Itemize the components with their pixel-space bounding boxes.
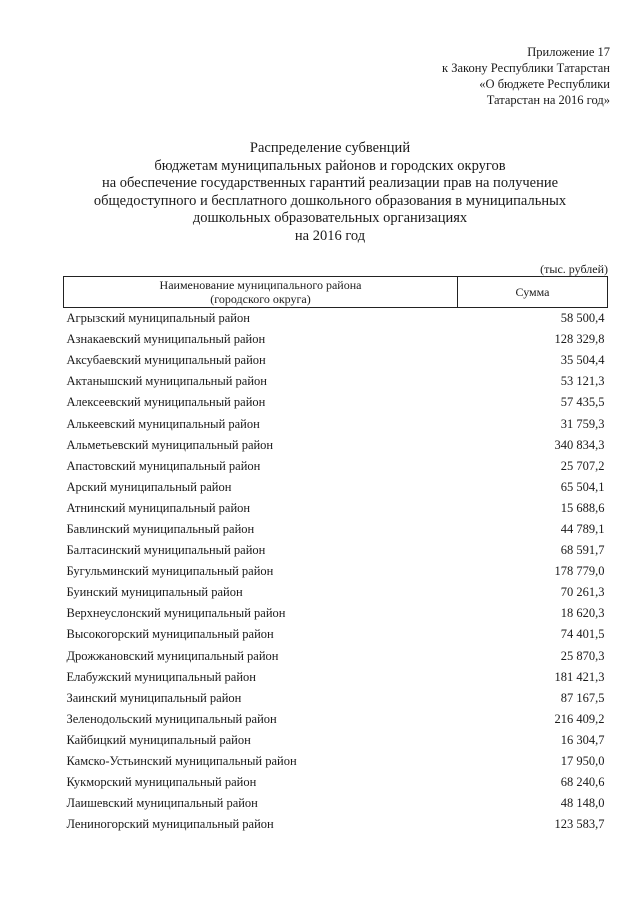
amount-cell: 17 950,0	[560, 754, 605, 769]
district-name-cell: Аксубаевский муниципальный район	[66, 353, 266, 368]
amount-cell: 340 834,3	[554, 437, 605, 452]
district-name-cell: Арский муниципальный район	[66, 479, 232, 494]
amount-cell: 44 789,1	[560, 521, 605, 536]
title-line: дошкольных образовательных организациях	[192, 210, 468, 226]
district-name-cell: Буинский муниципальный район	[66, 585, 243, 600]
amount-cell: 25 870,3	[560, 648, 605, 663]
table-row	[64, 582, 608, 603]
header-sum-cell: Сумма	[458, 277, 608, 308]
amount-cell: 48 148,0	[560, 796, 605, 811]
amount-cell: 16 304,7	[560, 732, 605, 747]
amount-cell: 35 504,4	[560, 353, 605, 368]
table-row	[64, 477, 608, 498]
table-row	[64, 772, 608, 793]
amount-cell: 178 779,0	[554, 564, 605, 579]
district-name-cell: Кайбицкий муниципальный район	[66, 732, 251, 747]
district-name-cell: Дрожжановский муниципальный район	[66, 648, 279, 663]
district-name-cell: Бугульминский муниципальный район	[66, 564, 274, 579]
district-name-cell: Альметьевский муниципальный район	[66, 437, 274, 452]
title-line: Распределение субвенций	[249, 140, 411, 156]
appendix-block	[442, 44, 610, 108]
table-row	[64, 688, 608, 709]
table-row	[64, 814, 608, 835]
amount-cell: 181 421,3	[554, 669, 605, 684]
district-name-cell: Азнакаевский муниципальный район	[66, 332, 266, 347]
district-name-cell: Верхнеуслонский муниципальный район	[66, 606, 286, 621]
district-name-cell: Заинский муниципальный район	[66, 690, 242, 705]
table-row	[64, 624, 608, 645]
table-row	[64, 435, 608, 456]
table-row	[64, 540, 608, 561]
table-row	[64, 456, 608, 477]
amount-cell: 53 121,3	[560, 374, 605, 389]
district-name-cell: Алькеевский муниципальный район	[66, 416, 260, 431]
amount-cell: 15 688,6	[560, 500, 605, 515]
units-label: (тыс. рублей)	[540, 262, 608, 276]
district-name-cell: Камско-Устьинский муниципальный район	[66, 754, 297, 769]
table-row	[64, 646, 608, 667]
table-row	[64, 308, 608, 330]
district-name-cell: Елабужский муниципальный район	[66, 669, 256, 684]
amount-cell: 70 261,3	[560, 585, 605, 600]
title-line: общедоступного и бесплатного дошкольного образования в муниципальных	[93, 192, 567, 209]
district-name-cell: Балтасинский муниципальный район	[66, 543, 266, 558]
table-row	[64, 667, 608, 688]
subsidy-table	[63, 276, 608, 835]
district-name-cell: Зеленодольский муниципальный район	[66, 711, 277, 726]
table-row	[64, 603, 608, 624]
amount-cell: 128 329,8	[554, 332, 605, 347]
table-row	[64, 329, 608, 350]
amount-cell: 87 167,5	[560, 690, 605, 705]
title-line: бюджетам муниципальных районов и городских округов	[154, 157, 506, 174]
header-name-line1: Наименование муниципального района	[159, 278, 362, 292]
amount-cell: 68 591,7	[560, 543, 605, 558]
district-name-cell: Лениногорский муниципальный район	[66, 817, 274, 832]
district-name-cell: Атнинский муниципальный район	[66, 500, 251, 515]
table-row	[64, 709, 608, 730]
district-name-cell: Лаишевский муниципальный район	[66, 796, 258, 811]
appendix-line: к Закону Республики Татарстан	[442, 61, 610, 75]
amount-cell: 57 435,5	[560, 395, 605, 410]
table-row	[64, 350, 608, 371]
appendix-line: Приложение 17	[527, 45, 610, 59]
amount-cell: 18 620,3	[560, 606, 605, 621]
table-header-row	[64, 277, 608, 308]
title-line: на обеспечение государственных гарантий реализации прав на получение	[101, 175, 559, 191]
district-name-cell: Актанышский муниципальный район	[66, 374, 267, 389]
table-body	[64, 308, 608, 836]
district-name-cell: Агрызский муниципальный район	[66, 311, 250, 326]
title-line: на 2016 год	[294, 227, 366, 244]
amount-cell: 25 707,2	[560, 458, 605, 473]
table-row	[64, 751, 608, 772]
district-name-cell: Алексеевский муниципальный район	[66, 395, 266, 410]
table-row	[64, 561, 608, 582]
district-name-cell: Высокогорский муниципальный район	[66, 627, 274, 642]
amount-cell: 216 409,2	[554, 711, 605, 726]
table-row	[64, 498, 608, 519]
amount-cell: 68 240,6	[560, 775, 605, 790]
table-row	[64, 392, 608, 413]
amount-cell: 74 401,5	[560, 627, 605, 642]
table-row	[64, 793, 608, 814]
district-name-cell: Кукморский муниципальный район	[66, 775, 257, 790]
amount-cell: 58 500,4	[560, 311, 605, 326]
amount-cell: 123 583,7	[554, 817, 605, 832]
header-name-cell	[64, 277, 458, 308]
appendix-line: Татарстан на 2016 год»	[486, 93, 610, 107]
table-row	[64, 371, 608, 392]
table-row	[64, 413, 608, 434]
document-title	[60, 140, 600, 245]
district-name-cell: Апастовский муниципальный район	[66, 458, 261, 473]
table-row	[64, 730, 608, 751]
amount-cell: 31 759,3	[560, 416, 605, 431]
table-row	[64, 519, 608, 540]
district-name-cell: Бавлинский муниципальный район	[66, 521, 255, 536]
amount-cell: 65 504,1	[560, 479, 605, 494]
header-name-line2: (городского округа)	[210, 292, 311, 306]
appendix-line: «О бюджете Республики	[479, 77, 610, 91]
